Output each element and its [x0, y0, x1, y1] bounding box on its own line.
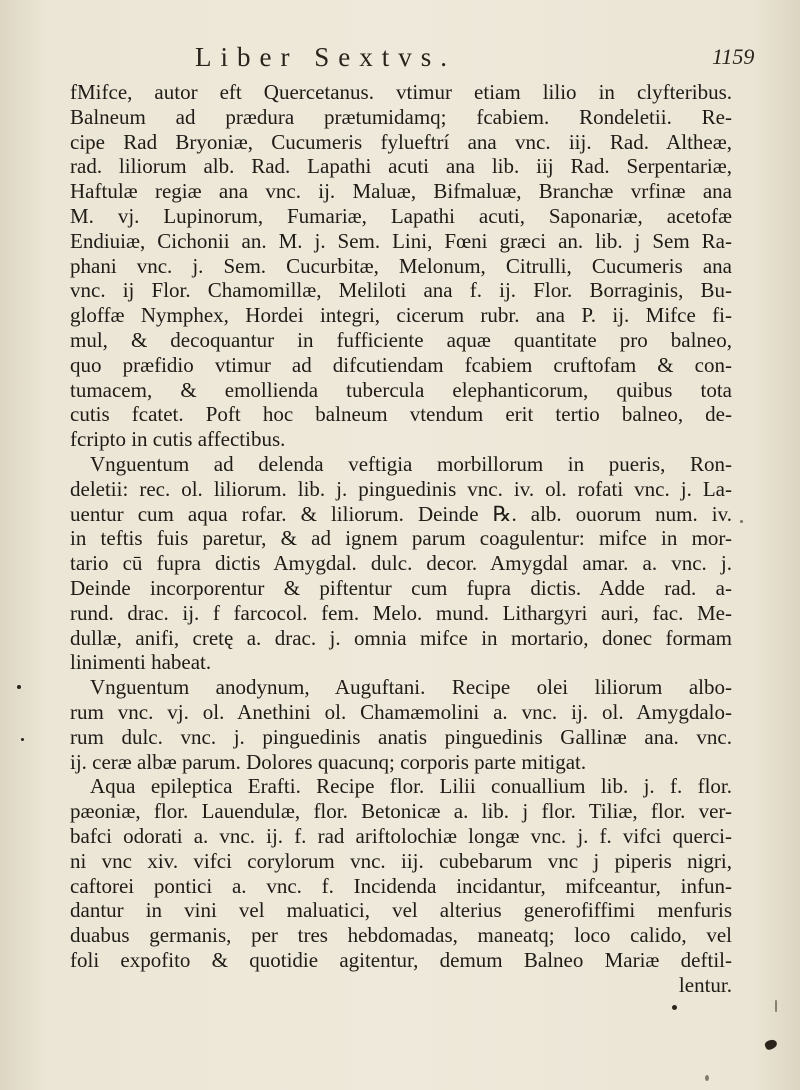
- text-line: Haftulæ regiæ ana vnc. ij. Maluæ, Bifmaluæ, Branchæ vrfinæ ana: [70, 179, 732, 204]
- text-line: in teftis fuis paretur, & ad ignem parum coagulentur: mifce in mor-: [70, 526, 732, 551]
- ink-speck: [740, 520, 743, 523]
- text-line: bafci odorati a. vnc. ij. f. rad ariftolochiæ longæ vnc. j. f. vifci querci-: [70, 823, 732, 848]
- text-line: Vnguentum anodynum, Auguftani. Recipe olei liliorum albo-: [90, 675, 732, 700]
- text-line: Endiuiæ, Cichonii an. M. j. Sem. Lini, Fœni græci an. lib. j Sem Ra-: [70, 228, 732, 253]
- text-line: ni vnc xiv. vifci corylorum vnc. iij. cubebarum vnc j piperis nigri,: [70, 848, 732, 873]
- text-line: ij. ceræ albæ parum. Dolores quacunq; corporis parte mitigat.: [70, 749, 587, 774]
- ink-speck: [705, 1075, 709, 1081]
- ink-speck: [21, 738, 24, 741]
- ink-blot: [764, 1038, 779, 1051]
- text-line: uentur cum aqua rofar. & liliorum. Deinde ℞. alb. ouorum num. iv.: [70, 501, 732, 526]
- paper-stain: [775, 1000, 777, 1012]
- text-line: rum vnc. vj. ol. Anethini ol. Chamæmolini a. vnc. ij. ol. Amygdalo-: [70, 699, 732, 724]
- text-line: dantur in vini vel maluatici, vel alterius generofiffimi menfuris: [70, 898, 732, 923]
- running-head: [0, 38, 800, 72]
- text-line: tario cū fupra dictis Amygdal. dulc. decor. Amygdal amar. a. vnc. j.: [70, 551, 732, 576]
- text-line: fMifce, autor eft Quercetanus. vtimur etiam lilio in clyfteribus.: [70, 80, 732, 104]
- text-line: mul, & decoquantur in fufficiente aquæ quantitate pro balneo,: [70, 327, 732, 352]
- body-text: [70, 80, 732, 997]
- text-line: deletii: rec. ol. liliorum. lib. j. pinguedinis vnc. iv. ol. rofati vnc. j. La-: [70, 476, 732, 501]
- text-line: lentur.: [678, 972, 732, 997]
- text-line: rum dulc. vnc. j. pinguedinis anatis pinguedinis Gallinæ ana. vnc.: [70, 724, 732, 749]
- text-line: linimenti habeat.: [70, 650, 212, 675]
- text-line: quo præfidio vtimur ad difcutiendam fcabiem cruftofam & con-: [70, 352, 732, 377]
- text-line: fcripto in cutis affectibus.: [70, 427, 286, 452]
- text-line: rad. liliorum alb. Rad. Lapathi acuti ana lib. iij Rad. Serpentariæ,: [70, 154, 732, 179]
- text-line: tumacem, & emollienda tubercula elephanticorum, quibus tota: [70, 377, 732, 402]
- text-line: foli expofito & quotidie agitentur, demum Balneo Mariæ deftil-: [70, 947, 732, 972]
- text-line: cipe Rad Bryoniæ, Cucumeris fylueftrí ana vnc. iij. Rad. Altheæ,: [70, 129, 732, 154]
- ink-speck: [672, 1005, 677, 1010]
- text-line: Deinde incorporentur & piftentur cum fupra dictis. Adde rad. a-: [70, 575, 732, 600]
- text-line: rund. drac. ij. f farcocol. fem. Melo. mund. Lithargyri auri, fac. Me-: [70, 600, 732, 625]
- ink-speck: [17, 685, 21, 689]
- text-line: dullæ, anifi, cretę a. drac. j. omnia mifce in mortario, donec formam: [70, 625, 732, 650]
- text-line: duabus germanis, per tres hebdomadas, maneatq; loco calido, vel: [70, 923, 732, 948]
- text-line: M. vj. Lupinorum, Fumariæ, Lapathi acuti, Saponariæ, acetofæ: [70, 203, 732, 228]
- text-line: Aqua epileptica Erafti. Recipe flor. Lilii conuallium lib. j. f. flor.: [90, 774, 732, 799]
- running-title: Liber Sextvs.: [195, 42, 456, 72]
- text-line: Vnguentum ad delenda veftigia morbillorum in pueris, Ron-: [90, 451, 732, 476]
- text-line: cutis fcatet. Poft hoc balneum vtendum erit tertio balneo, de-: [70, 402, 732, 427]
- text-line: caftorei pontici a. vnc. f. Incidenda incidantur, mifceantur, infun-: [70, 873, 732, 898]
- text-line: Balneum ad prædura prætumidamq; fcabiem. Rondeletii. Re-: [70, 104, 732, 129]
- page-number: 1159: [712, 44, 755, 69]
- text-line: pæoniæ, flor. Lauendulæ, flor. Betonicæ a. lib. j flor. Tiliæ, flor. ver-: [70, 799, 732, 824]
- text-line: vnc. ij Flor. Chamomillæ, Meliloti ana f. ij. Flor. Borraginis, Bu-: [70, 278, 732, 303]
- text-line: gloffæ Nymphex, Hordei integri, cicerum rubr. ana P. ij. Mifce fi-: [70, 303, 732, 328]
- text-line: phani vnc. j. Sem. Cucurbitæ, Melonum, Citrulli, Cucumeris ana: [70, 253, 732, 278]
